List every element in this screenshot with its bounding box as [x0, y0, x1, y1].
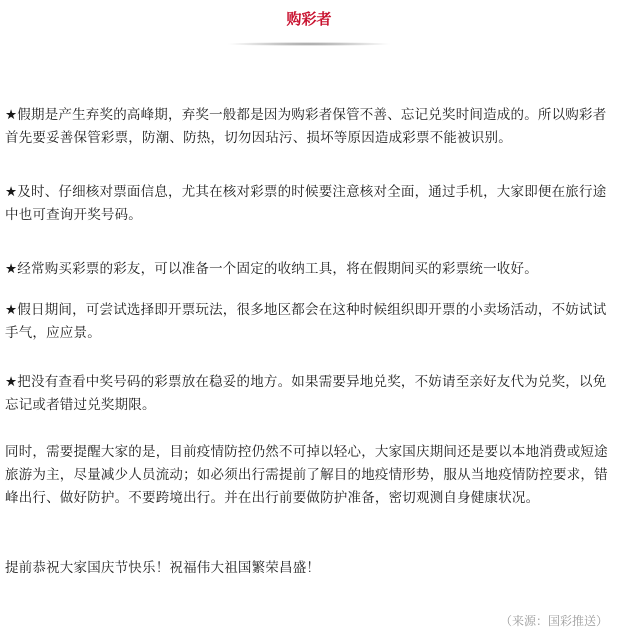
paragraph-instant-tickets: ★假日期间，可尝试选择即开票玩法，很多地区都会在这种时候组织即开票的小卖场活动，不妨试试手气，应应景。 — [5, 302, 607, 341]
header — [0, 0, 618, 50]
paragraph-storage-tool: ★经常购买彩票的彩友，可以准备一个固定的收纳工具，将在假期间买的彩票统一收好。 — [5, 261, 538, 277]
page-title: 购彩者 — [286, 10, 332, 28]
paragraph-keep-tickets-safe: ★假期是产生弃奖的高峰期，弃奖一般都是因为购彩者保管不善、忘记兑奖时间造成的。所以购彩者首先要妥善保管彩票，防潮、防热，切勿因玷污、损坏等原因造成彩票不能被识别。 — [5, 107, 607, 146]
paragraph-holiday-greeting: 提前恭祝大家国庆节快乐！祝福伟大祖国繁荣昌盛！ — [5, 560, 321, 576]
paragraph-epidemic-reminder: 同时，需要提醒大家的是，目前疫情防控仍然不可掉以轻心，大家国庆期间还是要以本地消费或短途旅游为主，尽量减少人员流动；如必须出行需提前了解目的地疫情形势，服从当地疫情防控要求，错峰出行、做好防护。不要跨境出行。并在出行前要做防护准备，密切观测自身健康状况。 — [5, 444, 608, 506]
paragraph-safe-place: ★把没有查看中奖号码的彩票放在稳妥的地方。如果需要异地兑奖，不妨请至亲好友代为兑奖，以免忘记或者错过兑奖期限。 — [5, 374, 607, 413]
paragraph-check-ticket-info: ★及时、仔细核对票面信息，尤其在核对彩票的时候要注意核对全面，通过手机，大家即便在旅行途中也可查询开奖号码。 — [5, 184, 607, 223]
source-note: （来源：国彩推送） — [499, 614, 608, 628]
title-divider — [228, 42, 390, 46]
